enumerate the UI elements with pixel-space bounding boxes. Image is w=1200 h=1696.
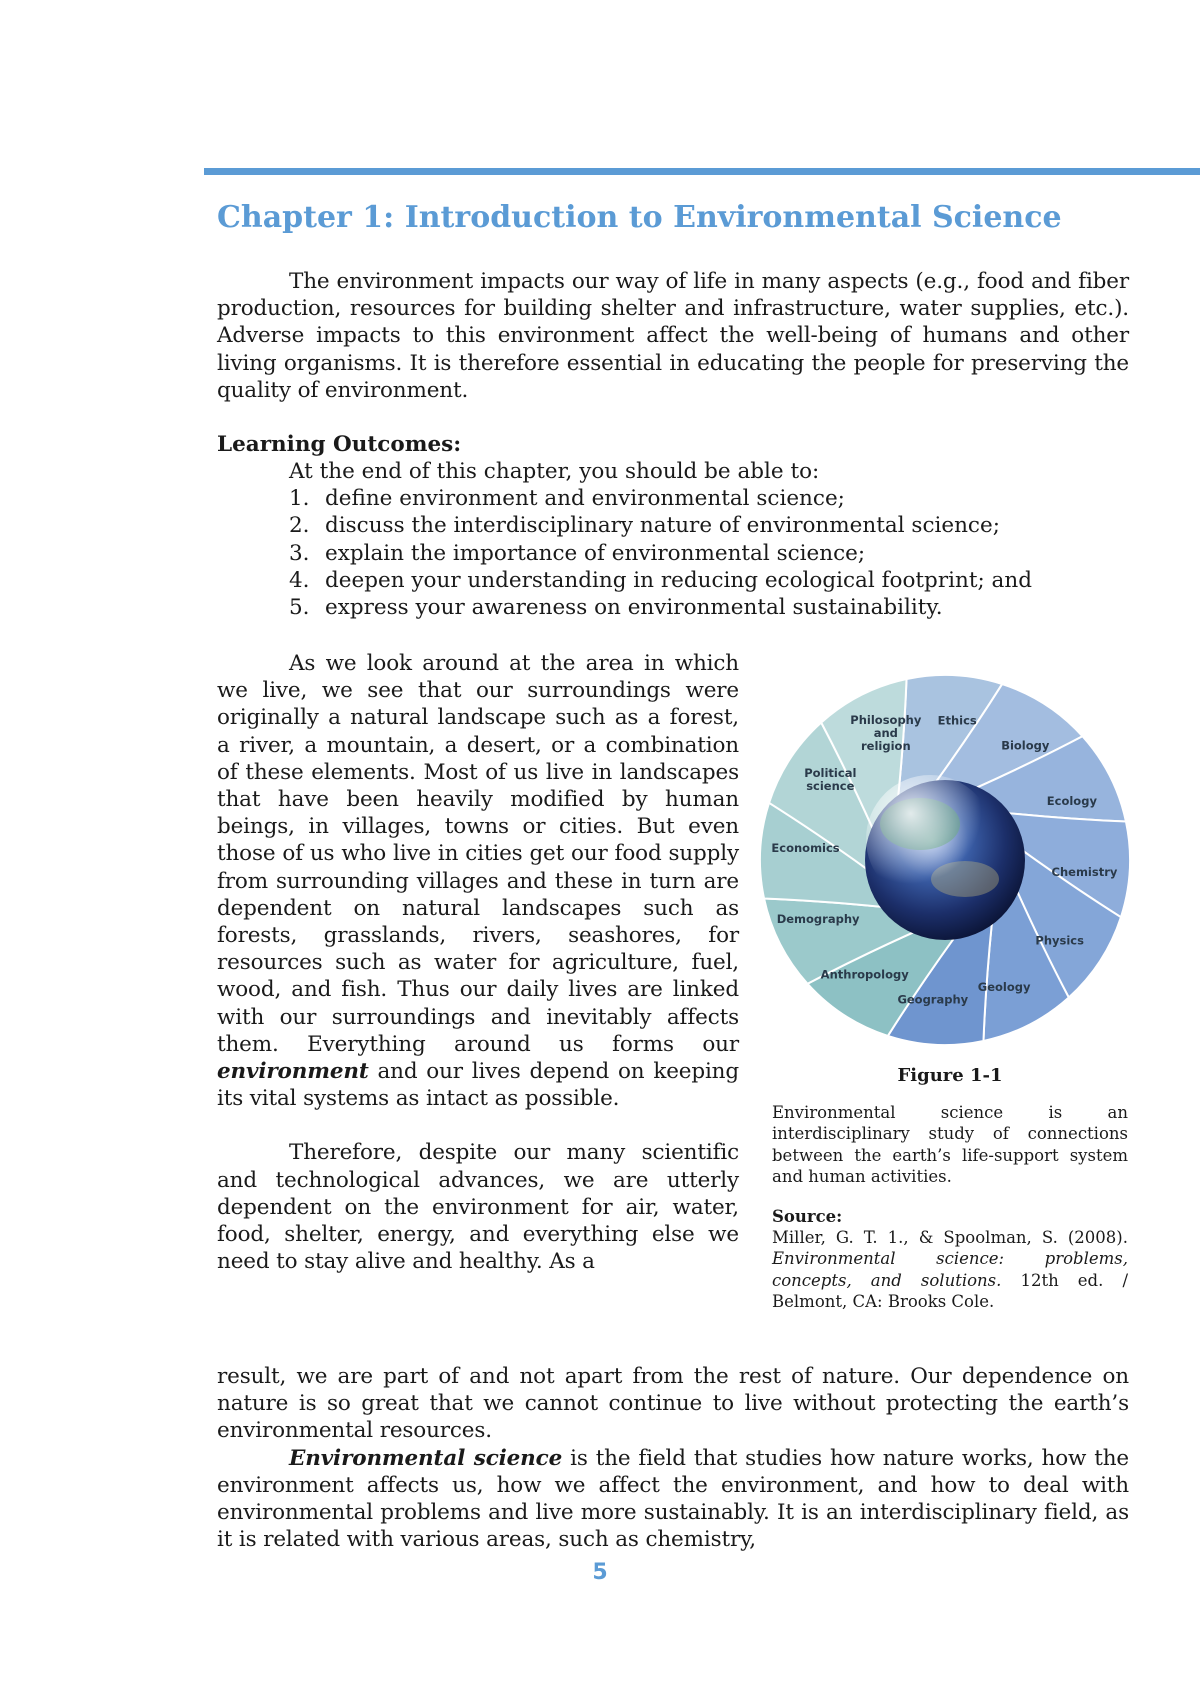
disciplines-wheel-figure xyxy=(750,664,1140,1056)
discipline-label: Economics xyxy=(771,840,840,855)
discipline-label: Geology xyxy=(977,979,1031,994)
intro-paragraph: The environment impacts our way of life in many aspects (e.g., food and fiber production, resources for building shelter and infrastructure, water supplies, etc.). Adverse impacts to this environment affect the well-being of humans and other living organisms. It is therefore essential in educating the people for preserving the quality of environment. xyxy=(217,269,1129,403)
source-heading: Source: xyxy=(772,1207,843,1227)
learning-outcomes xyxy=(217,431,1129,621)
disciplines-wheel xyxy=(750,664,1140,1056)
discipline-label: Philosophy and religion xyxy=(850,713,922,754)
discipline-label: Political science xyxy=(804,766,857,794)
page-number: 5 xyxy=(592,1560,608,1585)
figure-label: Figure 1-1 xyxy=(897,1065,1003,1086)
discipline-label: Ecology xyxy=(1046,793,1097,808)
body-paragraph-2-start: Therefore, despite our many scientific and technological advances, we are utterly dependent on the environment for air, water, food, shelter, energy, and everything else we need to stay alive and healthy. As a xyxy=(217,1140,739,1275)
body-left-column xyxy=(217,650,739,1275)
discipline-label: Geography xyxy=(897,992,969,1007)
list-item: 1. define environment and environmental science; xyxy=(289,486,845,512)
term-environmental-science: Environmental science xyxy=(289,1445,563,1471)
list-item: 3. explain the importance of environmental science; xyxy=(289,540,866,566)
list-item: 5. express your awareness on environmental sustainability. xyxy=(289,595,943,621)
learning-outcomes-heading: Learning Outcomes: xyxy=(217,432,462,457)
discipline-label: Ethics xyxy=(937,713,977,728)
discipline-label: Anthropology xyxy=(820,967,909,982)
body-full-width xyxy=(217,1363,1129,1553)
learning-outcomes-lead: At the end of this chapter, you should be able to: xyxy=(289,459,820,484)
body-paragraph-2-end: result, we are part of and not apart from the rest of nature. Our dependence on nature is so great that we cannot continue to live without protecting the earth’s environmental resources. xyxy=(217,1364,1129,1444)
discipline-label: Physics xyxy=(1035,933,1084,948)
body-paragraph-3: Environmental science is the field that studies how nature works, how the environment affects us, how we affect the environment, and how to deal with environmental problems and live more sustainably. It is an interdisciplinary field, as it is related with various areas, such as chemistry, xyxy=(217,1445,1129,1553)
chapter-title: Chapter 1: Introduction to Environmental Science xyxy=(217,200,1062,235)
figure-caption: Environmental science is an interdisciplinary study of connections between the earth’s life-support system and human activities. xyxy=(772,1103,1128,1186)
header-rule xyxy=(204,168,1200,175)
list-item: 4. deepen your understanding in reducing ecological footprint; and xyxy=(289,567,1032,593)
discipline-label: Demography xyxy=(776,912,860,927)
earth-clouds xyxy=(866,775,994,903)
discipline-label: Chemistry xyxy=(1051,865,1118,880)
body-paragraph-1: As we look around at the area in which we live, we see that our surroundings were originally a natural landscape such as a forest, a river, a mountain, a desert, or a combination of these elements. Most of us live in landscapes that have been heavily modified by human beings, in villages, towns or cities. But even those of us who live in cities get our food supply from surrounding villages and these in turn are dependent on natural landscapes such as forests, grasslands, rivers, seashores, for resources such as water for agriculture, fuel, wood, and fish. Thus our daily lives are linked with our surroundings and inevitably affects them. Everything around us forms our environment and our lives depend on keeping its vital systems as intact as possible. xyxy=(217,651,739,1112)
list-item: 2. discuss the interdisciplinary nature of environmental science; xyxy=(289,513,1000,539)
source-citation: Miller, G. T. 1., & Spoolman, S. (2008). Environmental science: problems, concepts, and solutions. 12th ed. / Belmont, CA: Brooks Cole. xyxy=(772,1228,1129,1312)
learning-outcomes-list xyxy=(217,485,1129,621)
term-environment: environment xyxy=(217,1059,369,1085)
figure-caption-block xyxy=(772,1065,1128,1312)
discipline-label: Biology xyxy=(1001,738,1050,753)
